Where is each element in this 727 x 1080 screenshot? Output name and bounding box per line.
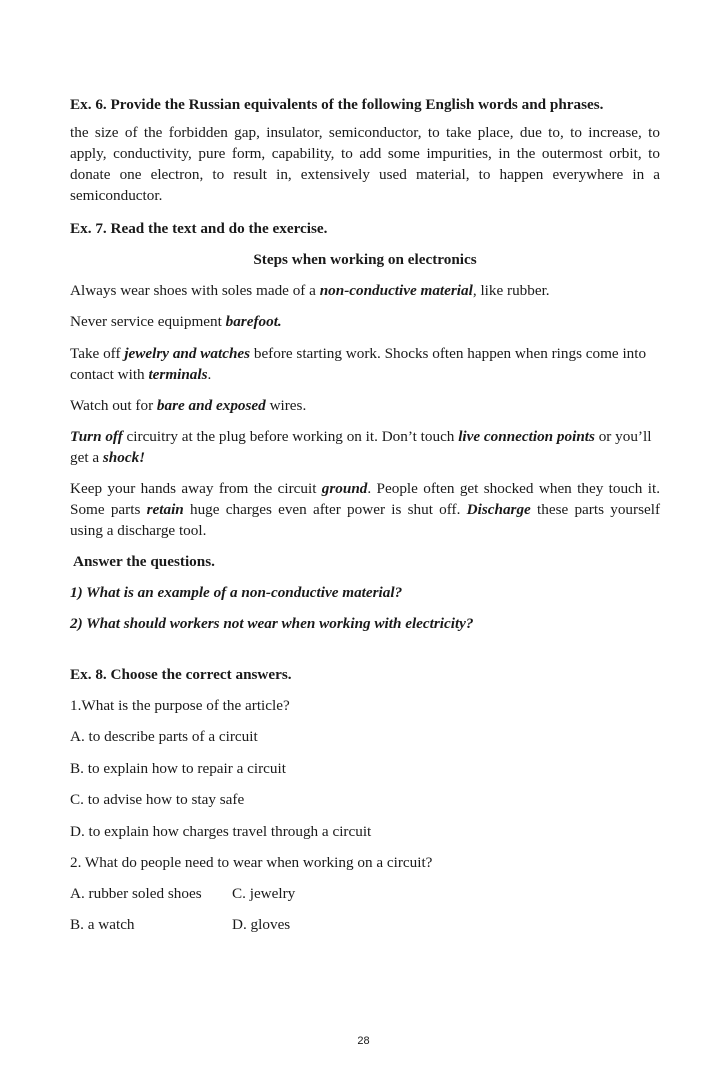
p5-term-2: live connection points [458, 428, 595, 445]
question-2: 2) What should workers not wear when working with electricity? [70, 615, 474, 632]
p5-text-b: circuitry at the plug before working on it. Don’t touch [122, 428, 459, 445]
option-2a: A. rubber soled shoes [70, 885, 202, 902]
ex6-text: the size of the forbidden gap, insulator, semiconductor, to take place, due to, to increase, to apply, conductivity, pure form, capability, to add some impurities, in the outermost orbit, to donate one electron, to result in, extensively used material, to happen everywhere in a semiconductor. [70, 124, 660, 204]
text-title: Steps when working on electronics [253, 251, 477, 268]
p1-text-c: , like rubber. [472, 282, 550, 299]
p6-term-3: Discharge [466, 501, 531, 518]
options-row-2 [70, 914, 290, 935]
p5-text-d: or you’ll get a [70, 428, 652, 466]
options-row-1 [70, 883, 295, 904]
option-2b: B. a watch [70, 916, 135, 933]
answer-heading: Answer the questions. [73, 553, 215, 570]
p6-text-e: huge charges even after power is shut off. [183, 501, 467, 518]
option-2d: D. gloves [232, 916, 291, 933]
ex8-question-1: 1.What is the purpose of the article? [70, 697, 290, 714]
option-1c: C. to advise how to stay safe [70, 791, 245, 808]
p6-text-c: . People often get shocked when they touch it. Some parts [70, 480, 660, 518]
option-2c: C. jewelry [232, 885, 296, 902]
p6-text-g: these parts yourself using a discharge tool. [70, 501, 660, 539]
p3-term-1: jewelry and watches [124, 345, 251, 362]
option-1d: D. to explain how charges travel through a circuit [70, 823, 372, 840]
page-number: 28 [357, 1035, 370, 1047]
p4-text-a: Watch out for [70, 397, 157, 414]
option-1b: B. to explain how to repair a circuit [70, 760, 286, 777]
p2-term: barefoot. [225, 313, 282, 330]
p3-text-e: . [207, 366, 212, 383]
p6-term-2: retain [146, 501, 184, 518]
p1-term: non-conductive material [319, 282, 473, 299]
p6-text-a: Keep your hands away from the circuit [70, 480, 322, 497]
p5-term-3: shock! [102, 449, 146, 466]
ex8-question-2: 2. What do people need to wear when working on a circuit? [70, 854, 433, 871]
paragraph-6 [70, 478, 660, 541]
p6-term-1: ground [321, 480, 368, 497]
option-1a: A. to describe parts of a circuit [70, 728, 258, 745]
ex8-heading: Ex. 8. Choose the correct answers. [70, 666, 292, 683]
p4-text-c: wires. [265, 397, 307, 414]
paragraph-2 [70, 311, 282, 332]
question-1: 1) What is an example of a non-conductive material? [70, 584, 403, 601]
p1-text-a: Always wear shoes with soles made of a [70, 282, 320, 299]
ex6-heading: Ex. 6. Provide the Russian equivalents of the following English words and phrases. [70, 96, 604, 113]
paragraph-4 [70, 395, 306, 416]
p2-text-a: Never service equipment [70, 313, 226, 330]
paragraph-5 [70, 426, 660, 468]
p3-text-a: Take off [70, 345, 125, 362]
p5-term-1: Turn off [70, 428, 123, 445]
p3-text-c: before starting work. Shocks often happen when rings come into contact with [70, 345, 647, 383]
p4-term: bare and exposed [156, 397, 266, 414]
paragraph-1 [70, 280, 550, 301]
p3-term-2: terminals [148, 366, 208, 383]
ex7-heading: Ex. 7. Read the text and do the exercise. [70, 220, 328, 237]
paragraph-3 [70, 343, 660, 385]
